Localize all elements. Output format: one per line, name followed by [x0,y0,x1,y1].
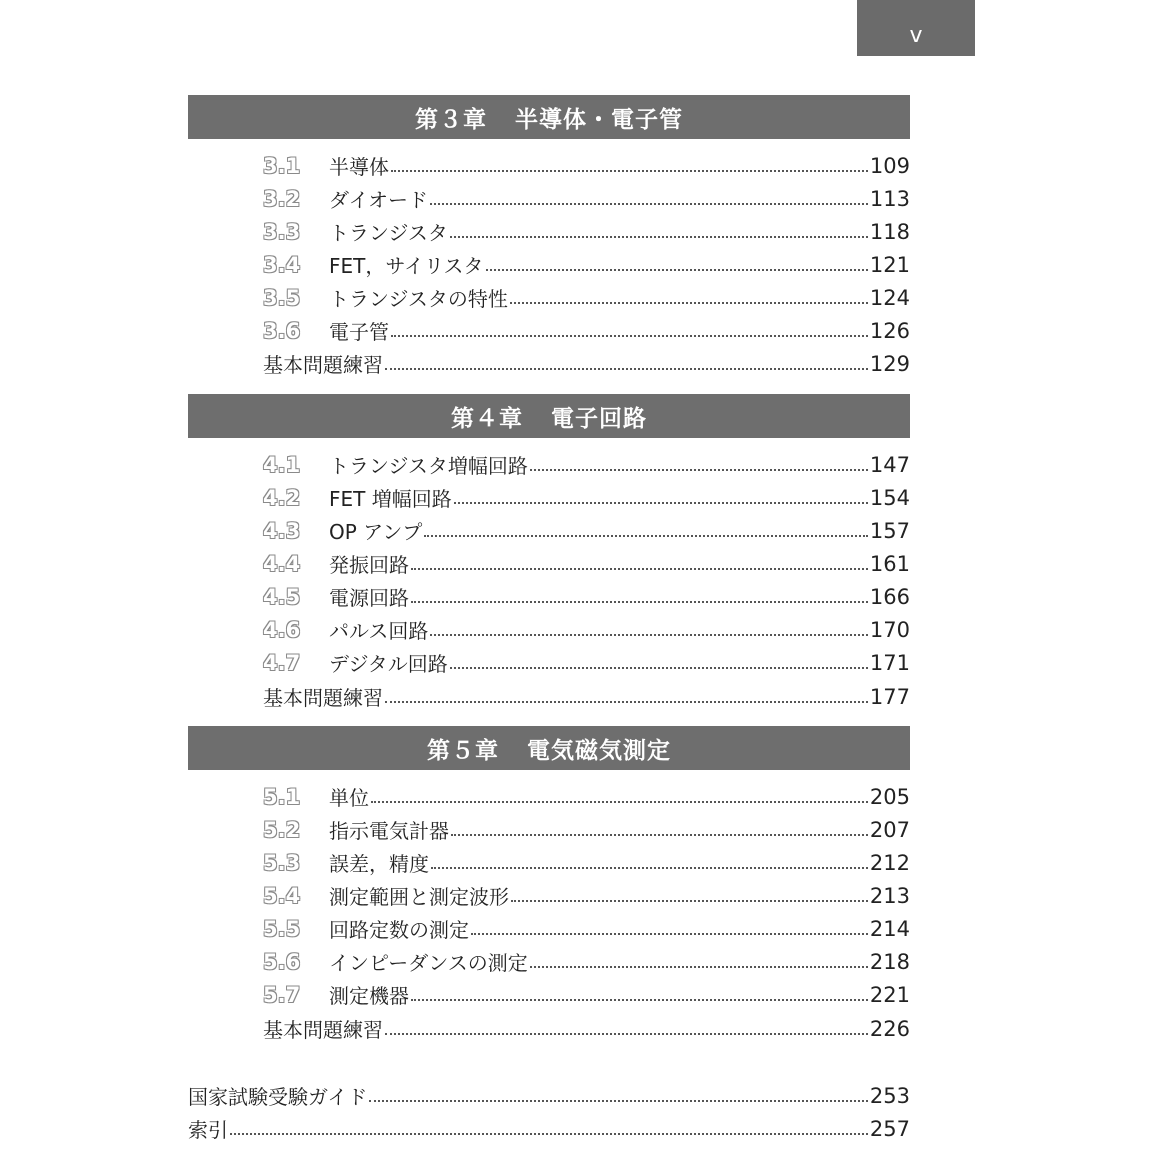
chapter-label: 第３章 [415,106,487,133]
page-ref: 253 [869,1084,910,1108]
dot-leader [369,1098,868,1102]
section-title: 回路定数の測定 [329,917,469,942]
section-title: インピーダンスの測定 [329,950,528,975]
section-number: 4.6 [263,618,301,642]
dot-leader [411,997,868,1001]
section-title: 発振回路 [329,552,409,577]
section-title: デジタル回路 [329,651,448,676]
toc-entry-back-matter[interactable] [188,1113,910,1146]
page-ref: 171 [869,651,910,675]
toc-entry[interactable] [263,979,910,1012]
page-ref: 257 [869,1117,910,1141]
section-number: 3.1 [263,154,301,178]
exercise-title: 基本問題練習 [263,685,383,710]
page-ref: 221 [869,983,910,1007]
exercise-title: 基本問題練習 [263,352,383,377]
section-title: トランジスタ増幅回路 [329,453,528,478]
dot-leader [450,665,868,669]
section-number: 4.1 [263,453,301,477]
section-number: 5.5 [263,917,301,941]
section-title: 指示電気計器 [329,818,449,843]
section-number: 3.6 [263,319,301,343]
page-ref: 166 [869,585,910,609]
section-number: 4.2 [263,486,301,510]
page-ref: 121 [869,253,910,277]
page-number: v [909,22,923,48]
dot-leader [411,599,868,603]
toc-entry[interactable] [263,282,910,315]
page-number-tab [857,0,975,56]
section-title: ダイオード [329,187,428,212]
page-ref: 154 [869,486,910,510]
section-number: 3.5 [263,286,301,310]
section-number: 5.2 [263,818,301,842]
page-ref: 177 [869,685,910,709]
dot-leader [430,632,868,636]
page-ref: 109 [869,154,910,178]
toc-entry[interactable] [263,548,910,581]
chapter-title: 半導体・電子管 [515,106,683,133]
toc-entry[interactable] [263,515,910,548]
toc-entry[interactable] [263,449,910,482]
dot-leader [230,1131,868,1135]
section-title: 単位 [329,785,369,810]
chapter-label: 第５章 [427,737,499,764]
chapter-header [188,394,910,438]
toc-entry[interactable] [263,249,910,282]
dot-leader [371,799,868,803]
page-ref: 113 [869,187,910,211]
dot-leader [454,500,868,504]
dot-leader [430,201,868,205]
dot-leader [385,1031,868,1035]
dot-leader [424,533,868,537]
dot-leader [391,333,868,337]
section-title: 測定範囲と測定波形 [329,884,509,909]
section-title: 半導体 [329,154,389,179]
dot-leader [385,366,868,370]
section-number: 3.3 [263,220,301,244]
section-title: FET 増幅回路 [329,486,452,511]
dot-leader [450,234,868,238]
chapter-header [188,726,910,770]
section-title: OP アンプ [329,519,423,544]
dot-leader [431,865,868,869]
section-title: 電源回路 [329,585,409,610]
section-number: 4.7 [263,651,301,675]
dot-leader [471,931,868,935]
toc-entry[interactable] [263,581,910,614]
chapter-title: 電子回路 [551,405,647,432]
page-ref: 205 [869,785,910,809]
toc-entry[interactable] [263,814,910,847]
page-ref: 212 [869,851,910,875]
section-number: 5.1 [263,785,301,809]
page-ref: 213 [869,884,910,908]
page-ref: 124 [869,286,910,310]
section-title: パルス回路 [329,618,429,643]
chapter-title: 電気磁気測定 [527,737,671,764]
page-ref: 161 [869,552,910,576]
toc-entry[interactable] [263,183,910,216]
page-ref: 218 [869,950,910,974]
page-ref: 129 [869,352,910,376]
toc-entry-back-matter[interactable] [188,1080,910,1113]
toc-entry[interactable] [263,880,910,913]
toc-entry-exercise[interactable] [263,1013,910,1046]
toc-entry[interactable] [263,647,910,680]
back-matter-title: 国家試験受験ガイド [188,1084,368,1109]
toc-entry[interactable] [263,315,910,348]
section-number: 3.4 [263,253,301,277]
dot-leader [411,566,868,570]
chapter-header [188,95,910,139]
section-number: 5.7 [263,983,301,1007]
toc-entry[interactable] [263,482,910,515]
page-ref: 157 [869,519,910,543]
toc-entry[interactable] [263,216,910,249]
section-title: トランジスタ [329,220,448,245]
page-ref: 226 [869,1017,910,1041]
dot-leader [530,467,868,471]
dot-leader [385,699,868,703]
page-ref: 170 [869,618,910,642]
dot-leader [391,168,868,172]
toc-entry-exercise[interactable] [263,348,910,381]
section-number: 5.3 [263,851,301,875]
chapter-label: 第４章 [451,405,523,432]
section-title: トランジスタの特性 [329,286,508,311]
dot-leader [530,964,868,968]
section-number: 4.4 [263,552,301,576]
toc-entry[interactable] [263,913,910,946]
toc-entry[interactable] [263,614,910,647]
section-number: 4.3 [263,519,301,543]
dot-leader [510,300,868,304]
section-number: 5.4 [263,884,301,908]
page-ref: 118 [869,220,910,244]
toc-entry-exercise[interactable] [263,681,910,714]
dot-leader [486,267,868,271]
dot-leader [511,898,868,902]
section-title: 測定機器 [329,983,409,1008]
section-title: 電子管 [329,319,389,344]
section-number: 3.2 [263,187,301,211]
section-number: 4.5 [263,585,301,609]
exercise-title: 基本問題練習 [263,1017,383,1042]
toc-entry[interactable] [263,847,910,880]
section-title: FET，サイリスタ [329,253,484,278]
toc-entry[interactable] [263,781,910,814]
section-number: 5.6 [263,950,301,974]
page-ref: 214 [869,917,910,941]
back-matter-title: 索引 [188,1117,228,1142]
toc-entry[interactable] [263,946,910,979]
toc-entry[interactable] [263,150,910,183]
section-title: 誤差，精度 [329,851,429,876]
page-ref: 126 [869,319,910,343]
dot-leader [451,832,868,836]
page-ref: 147 [869,453,910,477]
page-ref: 207 [869,818,910,842]
